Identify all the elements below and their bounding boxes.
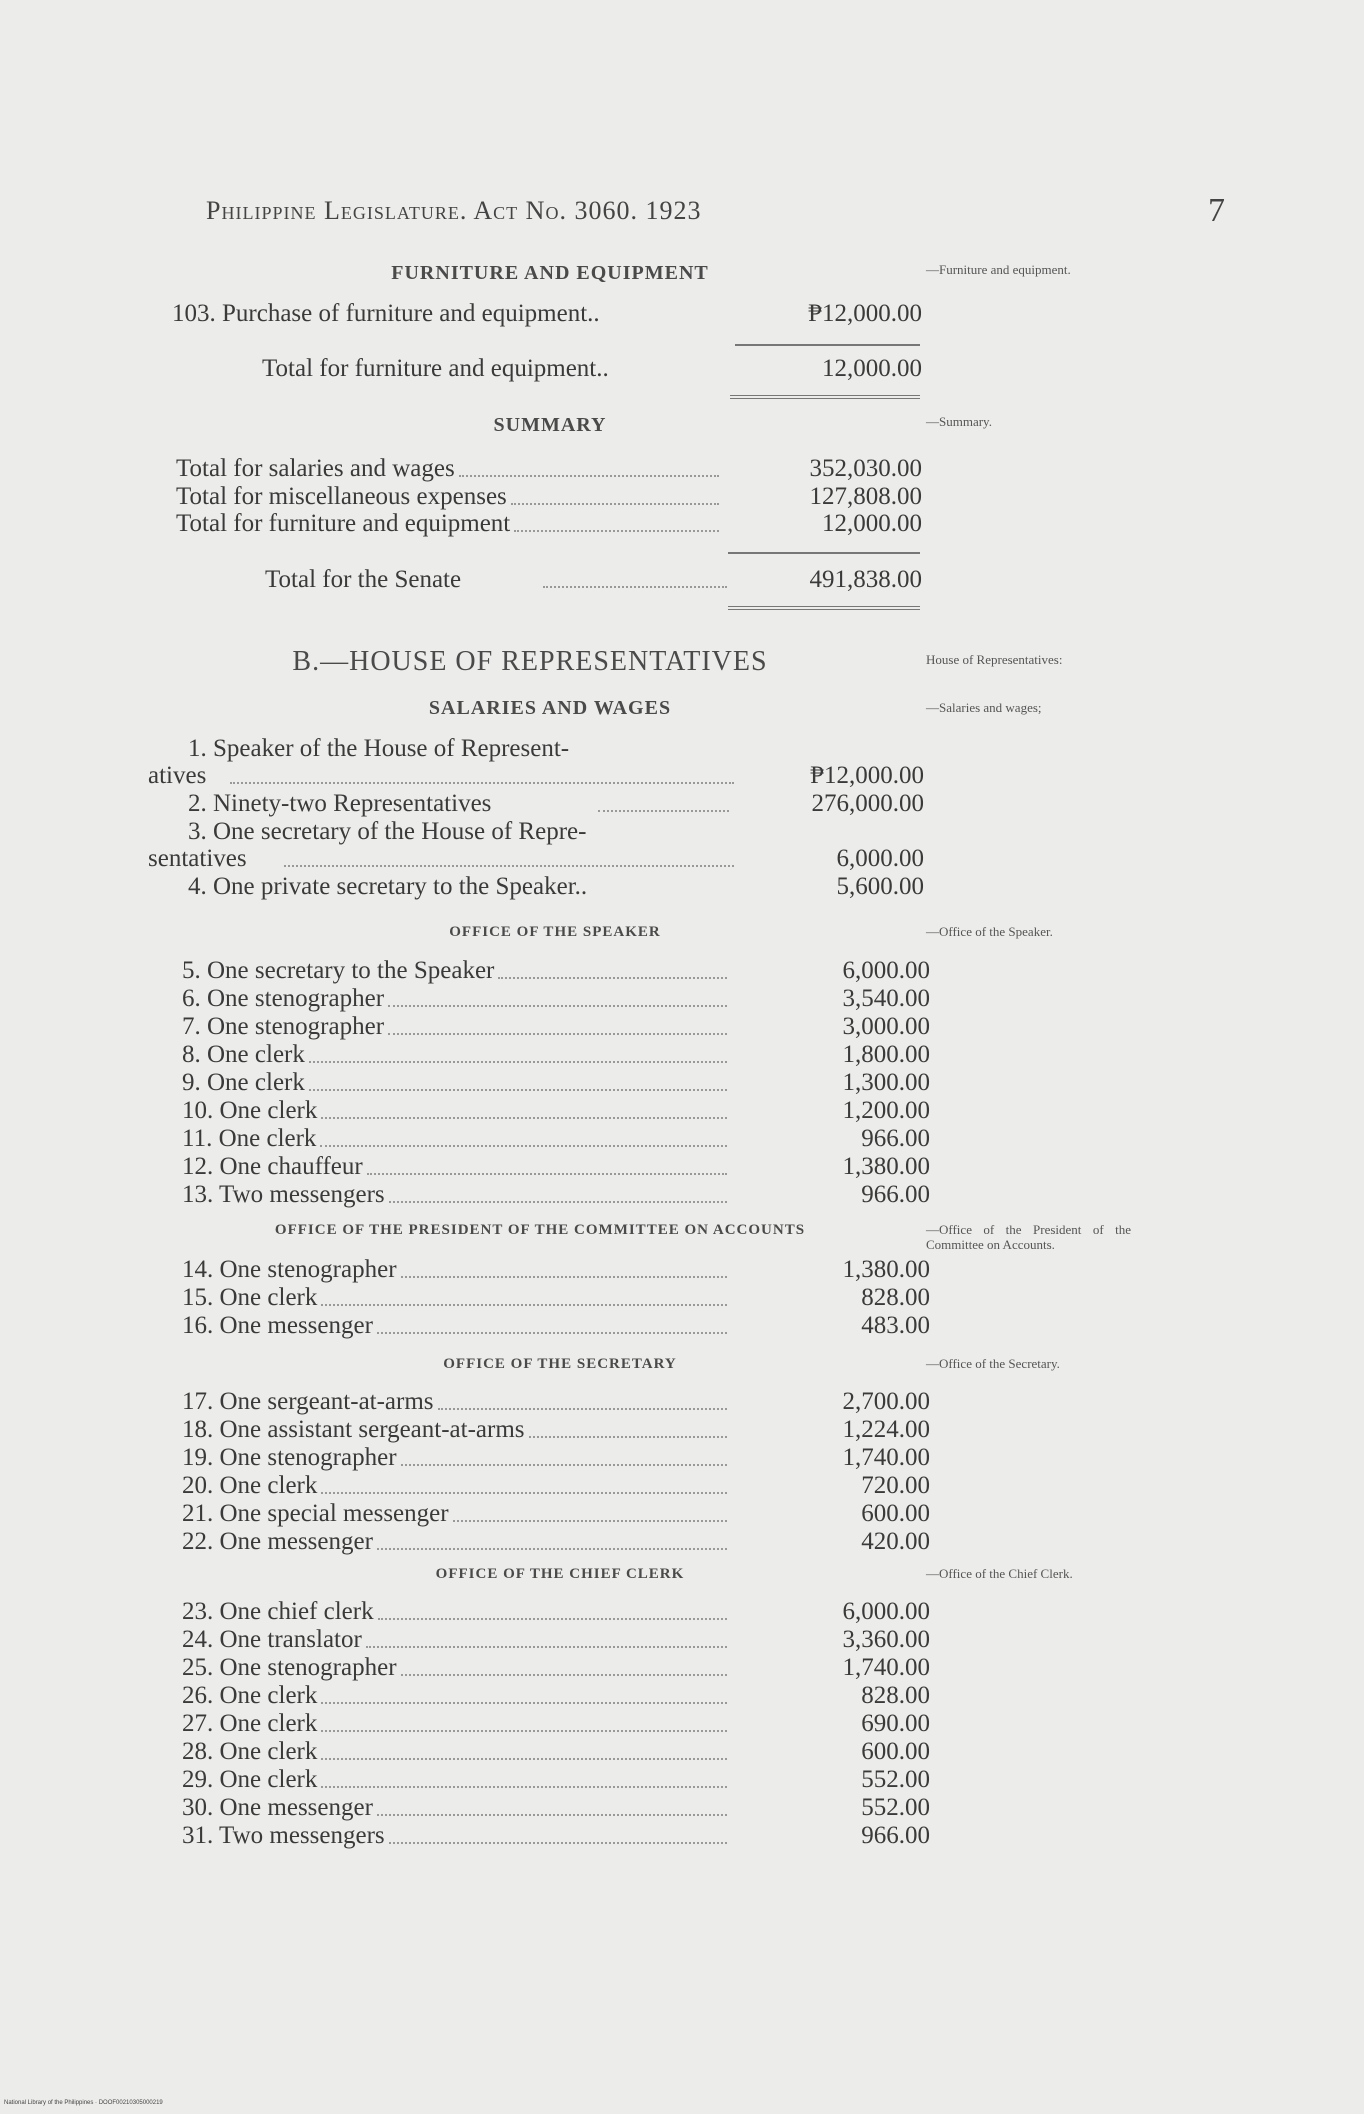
house-item-label: sentatives bbox=[148, 845, 247, 872]
leader-dots bbox=[388, 1005, 727, 1007]
row-label: 8. One clerk bbox=[182, 1041, 305, 1068]
secretary-office-heading: OFFICE OF THE SECRETARY bbox=[443, 1356, 677, 1372]
house-item-amount: 5,600.00 bbox=[836, 873, 924, 900]
table-row bbox=[182, 1738, 930, 1766]
table-row bbox=[182, 1766, 930, 1794]
row-label: 17. One sergeant-at-arms bbox=[182, 1388, 434, 1415]
leader-dots bbox=[514, 530, 719, 532]
row-amount: 552.00 bbox=[861, 1794, 930, 1821]
table-row bbox=[182, 1500, 930, 1528]
row-label: 5. One secretary to the Speaker bbox=[182, 957, 495, 984]
table-row bbox=[176, 510, 922, 538]
leader-dots bbox=[377, 1548, 727, 1550]
row-amount: 6,000.00 bbox=[842, 957, 930, 984]
house-item-3-line2 bbox=[148, 845, 924, 873]
table-row bbox=[182, 1682, 930, 1710]
running-head-title: Philippine Legislature. Act No. 3060. 1923 bbox=[206, 196, 702, 225]
house-item-label: atives bbox=[148, 762, 207, 789]
table-row bbox=[182, 1416, 930, 1444]
row-label: 7. One stenographer bbox=[182, 1013, 385, 1040]
house-item-3-line1 bbox=[188, 818, 748, 846]
row-label: 23. One chief clerk bbox=[182, 1598, 374, 1625]
furniture-total-row bbox=[262, 355, 922, 383]
leader-dots bbox=[498, 977, 727, 979]
furniture-item-amount: ₱12,000.00 bbox=[808, 300, 922, 327]
summary-total-amount: 491,838.00 bbox=[809, 566, 922, 593]
row-amount: 1,224.00 bbox=[842, 1416, 930, 1443]
leader-dots bbox=[366, 1646, 727, 1648]
summary-heading: SUMMARY bbox=[493, 414, 607, 436]
table-row bbox=[182, 1125, 930, 1153]
table-row bbox=[182, 1626, 930, 1654]
row-amount: 12,000.00 bbox=[822, 510, 922, 537]
furniture-item-row bbox=[172, 300, 922, 328]
row-amount: 1,200.00 bbox=[842, 1097, 930, 1124]
row-label: 10. One clerk bbox=[182, 1097, 318, 1124]
table-row bbox=[182, 1069, 930, 1097]
speaker-office-note: —Office of the Speaker. bbox=[926, 924, 1053, 939]
leader-dots bbox=[377, 1814, 727, 1816]
furniture-total-label: Total for furniture and equipment.. bbox=[262, 355, 609, 382]
summary-rule bbox=[728, 552, 920, 554]
leader-dots bbox=[389, 1842, 727, 1844]
leader-dots bbox=[284, 865, 734, 867]
leader-dots bbox=[309, 1061, 727, 1063]
row-label: 29. One clerk bbox=[182, 1766, 318, 1793]
table-row bbox=[182, 1097, 930, 1125]
row-label: 20. One clerk bbox=[182, 1472, 318, 1499]
house-item-label: 2. Ninety-two Representatives bbox=[188, 790, 492, 817]
table-row bbox=[182, 1013, 930, 1041]
table-row bbox=[182, 1822, 930, 1850]
row-amount: 1,800.00 bbox=[842, 1041, 930, 1068]
furniture-item-label: 103. Purchase of furniture and equipment.. bbox=[172, 300, 600, 327]
salaries-note: —Salaries and wages; bbox=[926, 700, 1042, 715]
leader-dots bbox=[321, 1786, 727, 1788]
table-row bbox=[182, 1284, 930, 1312]
furniture-note: —Furniture and equipment. bbox=[926, 262, 1071, 277]
table-row bbox=[182, 985, 930, 1013]
row-amount: 720.00 bbox=[861, 1472, 930, 1499]
row-label: 19. One stenographer bbox=[182, 1444, 397, 1471]
row-label: 9. One clerk bbox=[182, 1069, 305, 1096]
house-heading: B.—HOUSE OF REPRESENTATIVES bbox=[292, 646, 768, 677]
row-label: Total for miscellaneous expenses bbox=[176, 482, 507, 510]
row-label: 13. Two messengers bbox=[182, 1181, 385, 1208]
house-item-label: 3. One secretary of the House of Repre- bbox=[188, 818, 587, 845]
furniture-heading: FURNITURE AND EQUIPMENT bbox=[391, 262, 709, 284]
furniture-double-rule bbox=[730, 395, 920, 399]
row-amount: 1,300.00 bbox=[842, 1069, 930, 1096]
house-item-label: 4. One private secretary to the Speaker.. bbox=[188, 873, 588, 900]
leader-dots bbox=[511, 503, 719, 505]
house-item-amount: ₱12,000.00 bbox=[810, 762, 924, 789]
row-amount: 6,000.00 bbox=[842, 1598, 930, 1625]
row-label: 26. One clerk bbox=[182, 1682, 318, 1709]
leader-dots bbox=[321, 1492, 727, 1494]
house-item-4 bbox=[188, 873, 924, 901]
leader-dots bbox=[321, 1304, 727, 1306]
row-amount: 483.00 bbox=[861, 1312, 930, 1339]
leader-dots bbox=[389, 1201, 727, 1203]
secretary-office-note: —Office of the Secretary. bbox=[926, 1356, 1060, 1371]
house-item-1-line2 bbox=[148, 762, 924, 790]
row-label: 24. One translator bbox=[182, 1626, 362, 1653]
row-label: 6. One stenographer bbox=[182, 985, 385, 1012]
row-amount: 1,380.00 bbox=[842, 1256, 930, 1283]
row-amount: 600.00 bbox=[861, 1500, 930, 1527]
row-amount: 552.00 bbox=[861, 1766, 930, 1793]
leader-dots bbox=[320, 1145, 727, 1147]
leader-dots bbox=[367, 1173, 727, 1175]
table-row bbox=[182, 1528, 930, 1556]
leader-dots bbox=[453, 1520, 727, 1522]
row-amount: 3,540.00 bbox=[842, 985, 930, 1012]
row-amount: 2,700.00 bbox=[842, 1388, 930, 1415]
row-label: Total for furniture and equipment bbox=[176, 510, 511, 537]
row-label: 21. One special messenger bbox=[182, 1500, 449, 1527]
summary-double-rule bbox=[728, 606, 920, 610]
row-label: 12. One chauffeur bbox=[182, 1153, 363, 1180]
house-item-2 bbox=[188, 790, 924, 818]
table-row bbox=[176, 455, 922, 483]
row-label: 31. Two messengers bbox=[182, 1822, 385, 1849]
accounts-office-note: —Office of the President of the Committee on Accounts. bbox=[926, 1222, 1131, 1252]
table-row bbox=[182, 1041, 930, 1069]
summary-note: —Summary. bbox=[926, 414, 992, 429]
table-row bbox=[182, 1472, 930, 1500]
row-amount: 828.00 bbox=[861, 1682, 930, 1709]
table-row bbox=[182, 1654, 930, 1682]
row-label: 25. One stenographer bbox=[182, 1654, 397, 1681]
leader-dots bbox=[321, 1702, 727, 1704]
leader-dots bbox=[401, 1276, 727, 1278]
table-row bbox=[182, 1598, 930, 1626]
row-label: 15. One clerk bbox=[182, 1284, 318, 1311]
house-item-1-line1 bbox=[188, 735, 748, 763]
leader-dots bbox=[377, 1332, 727, 1334]
summary-total-row bbox=[265, 566, 922, 594]
house-note: House of Representatives: bbox=[926, 652, 1063, 667]
row-amount: 3,360.00 bbox=[842, 1626, 930, 1653]
table-row bbox=[182, 1312, 930, 1340]
row-label: 16. One messenger bbox=[182, 1312, 373, 1339]
leader-dots bbox=[459, 475, 719, 477]
salaries-heading: SALARIES AND WAGES bbox=[428, 697, 672, 719]
table-row bbox=[182, 1794, 930, 1822]
row-amount: 3,000.00 bbox=[842, 1013, 930, 1040]
leader-dots bbox=[401, 1464, 727, 1466]
table-row bbox=[182, 1444, 930, 1472]
row-label: 14. One stenographer bbox=[182, 1256, 397, 1283]
leader-dots bbox=[378, 1618, 727, 1620]
row-amount: 127,808.00 bbox=[809, 482, 922, 510]
table-row bbox=[182, 1153, 930, 1181]
leader-dots bbox=[388, 1033, 727, 1035]
row-label: Total for salaries and wages bbox=[176, 455, 455, 482]
row-label: 18. One assistant sergeant-at-arms bbox=[182, 1416, 525, 1443]
chief-clerk-office-note: —Office of the Chief Clerk. bbox=[926, 1566, 1073, 1581]
row-amount: 828.00 bbox=[861, 1284, 930, 1311]
furniture-rule bbox=[735, 344, 920, 346]
row-amount: 690.00 bbox=[861, 1710, 930, 1737]
house-item-amount: 6,000.00 bbox=[836, 845, 924, 872]
speaker-office-heading: OFFICE OF THE SPEAKER bbox=[449, 924, 661, 940]
table-row bbox=[182, 1256, 930, 1284]
row-label: 11. One clerk bbox=[182, 1125, 317, 1152]
table-row bbox=[182, 1710, 930, 1738]
leader-dots bbox=[321, 1758, 727, 1760]
footer: National Library of the Philippines · DOOF00210305000219 bbox=[4, 2100, 163, 2106]
row-amount: 966.00 bbox=[861, 1181, 930, 1208]
leader-dots bbox=[598, 810, 729, 812]
row-amount: 600.00 bbox=[861, 1738, 930, 1765]
row-amount: 1,740.00 bbox=[842, 1654, 930, 1681]
page-number: 7 bbox=[1208, 192, 1226, 229]
row-amount: 1,740.00 bbox=[842, 1444, 930, 1471]
house-item-amount: 276,000.00 bbox=[811, 790, 924, 817]
table-row bbox=[182, 1181, 930, 1209]
leader-dots bbox=[321, 1730, 727, 1732]
leader-dots bbox=[401, 1674, 727, 1676]
row-amount: 420.00 bbox=[861, 1528, 930, 1555]
row-amount: 966.00 bbox=[861, 1125, 930, 1152]
leader-dots bbox=[529, 1436, 727, 1438]
leader-dots bbox=[230, 782, 734, 784]
table-row bbox=[176, 483, 922, 511]
furniture-total-amount: 12,000.00 bbox=[822, 355, 922, 382]
leader-dots bbox=[309, 1089, 727, 1091]
leader-dots bbox=[543, 586, 727, 588]
summary-total-label: Total for the Senate bbox=[265, 566, 462, 593]
house-item-label: 1. Speaker of the House of Represent- bbox=[188, 735, 570, 762]
leader-dots bbox=[321, 1117, 727, 1119]
accounts-office-heading: OFFICE OF THE PRESIDENT OF THE COMMITTEE ON ACCOUNTS bbox=[274, 1222, 806, 1238]
table-row bbox=[182, 957, 930, 985]
row-label: 27. One clerk bbox=[182, 1710, 318, 1737]
row-amount: 966.00 bbox=[861, 1822, 930, 1849]
row-amount: 352,030.00 bbox=[809, 455, 922, 482]
leader-dots bbox=[438, 1408, 727, 1410]
running-head bbox=[206, 192, 1226, 229]
row-amount: 1,380.00 bbox=[842, 1153, 930, 1180]
row-label: 28. One clerk bbox=[182, 1738, 318, 1765]
row-label: 30. One messenger bbox=[182, 1794, 373, 1821]
table-row bbox=[182, 1388, 930, 1416]
chief-clerk-office-heading: OFFICE OF THE CHIEF CLERK bbox=[435, 1566, 685, 1582]
row-label: 22. One messenger bbox=[182, 1528, 373, 1555]
